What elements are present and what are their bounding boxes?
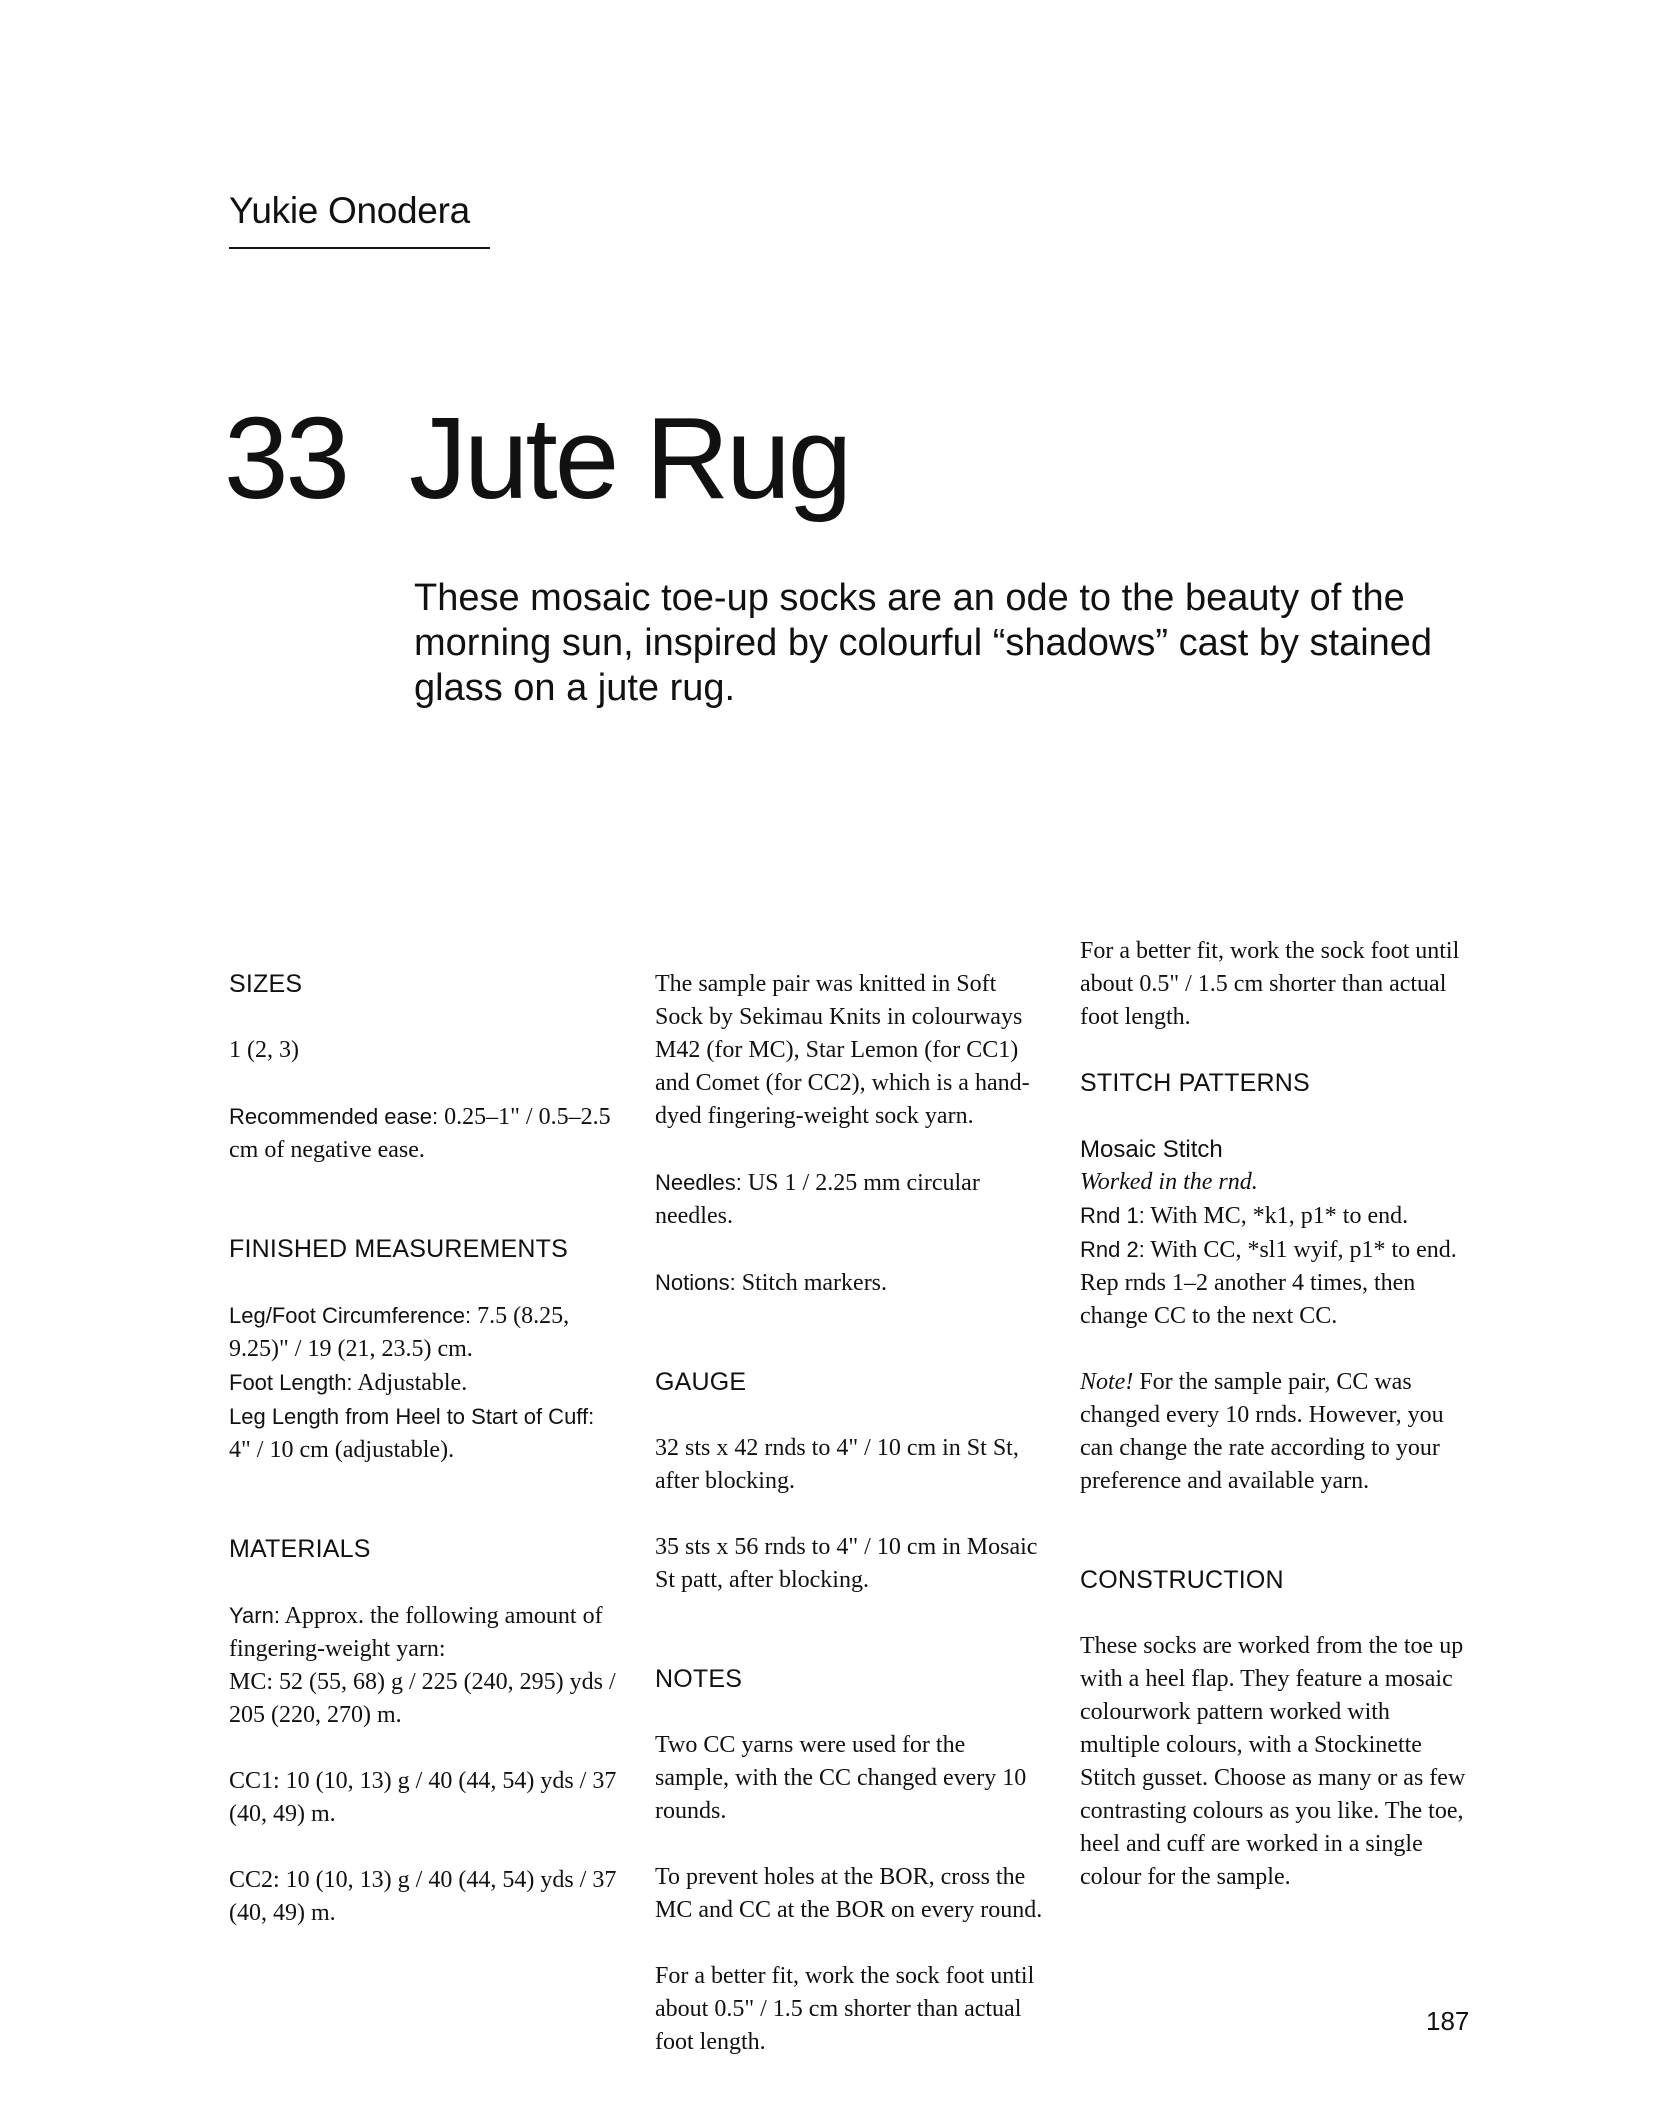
pattern-title-text: Jute Rug [409,393,850,523]
yarn-cc2: CC2: 10 (10, 13) g / 40 (44, 54) yds / 37 (40, 49) m. [229,1867,617,1926]
ease-text: 0.25–1" / 0.5–2.5 cm of negative ease. [229,1104,611,1163]
notions [655,1266,1045,1300]
gauge-mosaic: 35 sts x 56 rnds to 4" / 10 cm in Mosaic St patt, after blocking. [655,1534,1038,1593]
needles-label: Needles: [655,1170,742,1195]
designer-underline [229,247,490,249]
yarn-text: Approx. the following amount of fingering-weight yarn: [229,1603,603,1662]
gauge-st-st: 32 sts x 42 rnds to 4" / 10 cm in St St, after blocking. [655,1435,1019,1494]
foot-length-text: Adjustable. [352,1370,468,1396]
circumference [229,1299,619,1366]
yarn [229,1599,619,1666]
rnd-2-label: Rnd 2: [1080,1237,1145,1262]
column-2 [655,968,1045,2055]
yarn-cc1: CC1: 10 (10, 13) g / 40 (44, 54) yds / 37 (40, 49) m. [229,1768,617,1827]
designer-name: Yukie Onodera [229,190,470,231]
yarn-label: Yarn: [229,1603,280,1628]
pattern-number: 33 [224,393,348,523]
mosaic-stitch-name: Mosaic Stitch [1080,1136,1223,1163]
leg-length-label: Leg Length from Heel to Start of Cuff: [229,1404,595,1429]
note-text: For the sample pair, CC was changed every 10 rnds. However, you can change the rate according to your preference and available yarn. [1080,1369,1444,1494]
note-3-continued [1080,935,1470,1030]
gauge-heading: GAUGE [655,1368,747,1396]
column-1 [229,968,619,1930]
rnd-1-text: With MC, *k1, p1* to end. [1144,1203,1409,1229]
note-3: For a better fit, work the sock foot until about 0.5" / 1.5 cm shorter than actual foot length. [655,1963,1035,2055]
needles-text: US 1 / 2.25 mm circular needles. [655,1170,980,1229]
column-3 [1080,938,1470,1894]
yarn-mc: MC: 52 (55, 68) g / 225 (240, 295) yds / 205 (220, 270) m. [229,1669,616,1728]
foot-length-label: Foot Length: [229,1370,353,1395]
rnd-2-text: With CC, *sl1 wyif, p1* to end. [1144,1237,1457,1263]
note-1: Two CC yarns were used for the sample, with the CC changed every 10 rounds. [655,1732,1027,1824]
notions-label: Notions: [655,1270,736,1295]
intro-paragraph: These mosaic toe-up socks are an ode to the beauty of the morning sun, inspired by colourful “shadows” cast by stained glass on a jute rug. [414,577,1433,709]
notions-text: Stitch markers. [735,1270,888,1296]
leg-length-text: 4" / 10 cm (adjustable). [229,1437,455,1463]
finished-measurements-heading: FINISHED MEASUREMENTS [229,1235,568,1263]
ease-label: Recommended ease: [229,1104,439,1129]
sizes-values: 1 (2, 3) [229,1037,299,1063]
circumference-text: 7.5 (8.25, 9.25)" / 19 (21, 23.5) cm. [229,1303,570,1362]
note-3-continuation: For a better fit, work the sock foot until about 0.5" / 1.5 cm shorter than actual foot length. [1080,938,1460,1030]
recommended-ease [229,1100,619,1167]
construction-heading: CONSTRUCTION [1080,1566,1284,1594]
circumference-label: Leg/Foot Circumference: [229,1303,472,1328]
worked-in-rnd-text: Worked in the rnd. [1080,1169,1258,1195]
notes-heading: NOTES [655,1665,743,1693]
rnd-1-label: Rnd 1: [1080,1203,1145,1228]
stitch-patterns-heading: STITCH PATTERNS [1080,1069,1310,1097]
foot-length [229,1366,619,1400]
needles [655,1166,1045,1233]
pattern-title [224,393,850,523]
repeat-instruction: Rep rnds 1–2 another 4 times, then change CC to the next CC. [1080,1270,1416,1329]
materials-heading: MATERIALS [229,1535,371,1563]
note-2: To prevent holes at the BOR, cross the MC and CC at the BOR on every round. [655,1864,1043,1923]
page-number: 187 [1426,2006,1470,2036]
construction-text: These socks are worked from the toe up with a heel flap. They feature a mosaic colourwork pattern worked with multiple colours, with a Stockinette Stitch gusset. Choose as many or as few contrasting colours as you like. The toe, heel and cuff are worked in a single colour for the sample. [1080,1633,1466,1890]
sizes-heading: SIZES [229,970,303,998]
leg-length [229,1400,619,1467]
sample-note [1080,1366,1470,1498]
note-label: Note! [1080,1369,1134,1395]
rnd-1 [1080,1199,1470,1233]
rnd-2 [1080,1233,1470,1267]
sample-yarn: The sample pair was knitted in Soft Sock by Sekimau Knits in colourways M42 (for MC), Star Lemon (for CC1) and Comet (for CC2), which is a hand-dyed fingering-weight sock yarn. [655,971,1030,1129]
worked-in-rnd [1080,1166,1470,1199]
